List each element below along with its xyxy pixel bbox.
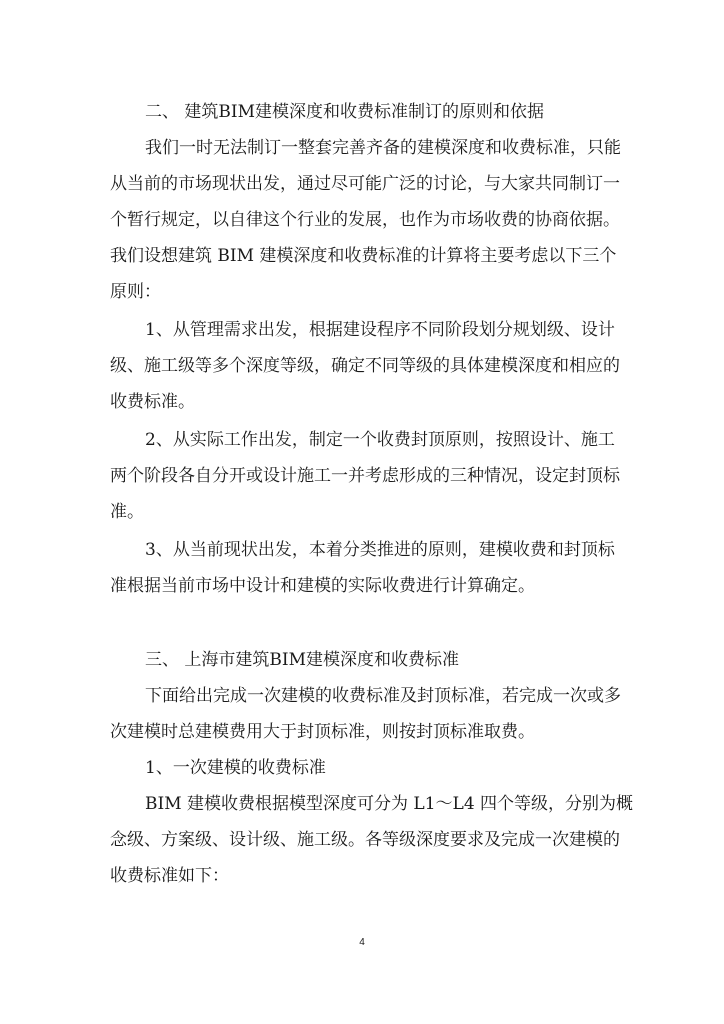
page-number: 4	[359, 937, 365, 948]
paragraph-line: 我们设想建筑 BIM 建模深度和收费标准的计算将主要考虑以下三个	[110, 246, 617, 266]
list-item-line: 准根据当前市场中设计和建模的实际收费进行计算确定。	[110, 576, 535, 596]
paragraph-line: 收费标准如下：	[110, 866, 229, 886]
list-item-line: 级、施工级等多个深度等级，确定不同等级的具体建模深度和相应的	[110, 356, 620, 376]
list-item-line: 准。	[110, 502, 144, 522]
list-item-line: 1、从管理需求出发，根据建设程序不同阶段划分规划级、设计	[145, 320, 615, 340]
paragraph-line: 原则：	[110, 282, 161, 302]
paragraph-line: 下面给出完成一次建模的收费标准及封顶标准，若完成一次或多	[145, 686, 621, 706]
list-item-line: 收费标准。	[110, 392, 195, 412]
paragraph-line: 念级、方案级、设计级、施工级。各等级深度要求及完成一次建模的	[110, 830, 620, 850]
section-heading-2: 二、 建筑BIM建模深度和收费标准制订的原则和依据	[145, 102, 545, 122]
paragraph-line: 从当前的市场现状出发，通过尽可能广泛的讨论，与大家共同制订一	[110, 174, 620, 194]
paragraph-line: 个暂行规定，以自律这个行业的发展，也作为市场收费的协商依据。	[110, 210, 620, 230]
paragraph-line: 我们一时无法制订一整套完善齐备的建模深度和收费标准，只能	[145, 138, 621, 158]
list-item-line: 3、从当前现状出发，本着分类推进的原则，建模收费和封顶标	[145, 540, 615, 560]
list-item-line: 两个阶段各自分开或设计施工一并考虑形成的三种情况，设定封顶标	[110, 466, 620, 486]
list-item-line: 2、从实际工作出发，制定一个收费封顶原则，按照设计、施工	[145, 430, 615, 450]
section-heading-3: 三、 上海市建筑BIM建模深度和收费标准	[145, 650, 460, 670]
subheading: 1、一次建模的收费标准	[145, 758, 326, 778]
paragraph-line: BIM 建模收费根据模型深度可分为 L1～L4 四个等级，分别为概	[145, 794, 634, 814]
paragraph-line: 次建模时总建模费用大于封顶标准，则按封顶标准取费。	[110, 722, 535, 742]
